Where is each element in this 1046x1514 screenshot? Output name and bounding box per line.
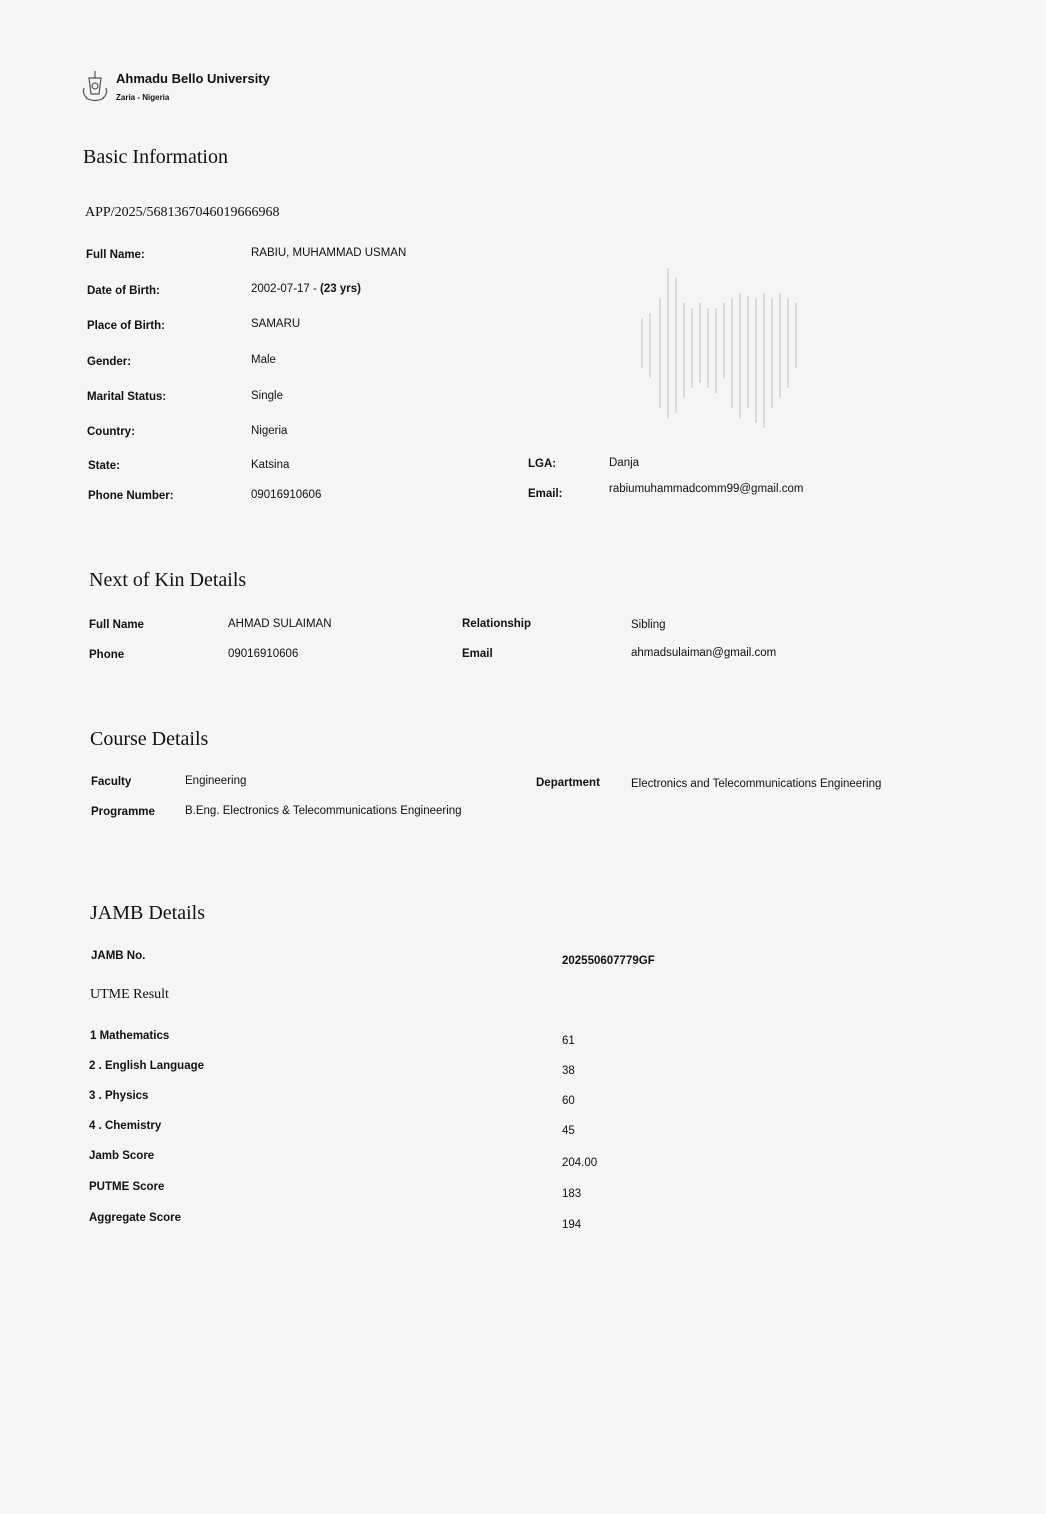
university-crest-icon: [80, 68, 110, 104]
jamb-number-label: JAMB No.: [91, 950, 146, 962]
jamb-score-value: 204.00: [562, 1157, 598, 1169]
lga-value: Danja: [609, 457, 640, 469]
marital-status-label: Marital Status:: [87, 391, 167, 403]
dob-row: [251, 283, 361, 295]
utme-result-heading: UTME Result: [90, 987, 169, 1002]
gender-label: Gender:: [87, 356, 132, 368]
state-label: State:: [88, 460, 120, 472]
aggregate-score-label: Aggregate Score: [89, 1212, 182, 1224]
kin-phone-label: Phone: [89, 649, 125, 661]
subject-label: 3 . Physics: [89, 1090, 149, 1102]
department-label: Department: [536, 777, 600, 789]
faculty-label: Faculty: [91, 776, 132, 788]
phone-label: Phone Number:: [88, 490, 174, 502]
kin-relationship-value: Sibling: [631, 619, 666, 631]
jamb-details-heading: JAMB Details: [90, 902, 205, 924]
basic-information-heading: Basic Information: [83, 146, 228, 168]
subject-label: 4 . Chemistry: [89, 1120, 162, 1132]
kin-email-value: ahmadsulaiman@gmail.com: [631, 647, 777, 659]
country-label: Country:: [87, 426, 135, 438]
subject-score: 38: [562, 1065, 575, 1077]
kin-email-label: Email: [462, 648, 493, 660]
jamb-number-value: 202550607779GF: [562, 955, 655, 967]
dob-value: 2002-07-17 -: [251, 283, 321, 295]
subject-label: 2 . English Language: [89, 1060, 205, 1072]
programme-label: Programme: [91, 806, 155, 818]
kin-relationship-label: Relationship: [462, 618, 532, 630]
jamb-score-label: Jamb Score: [89, 1150, 155, 1162]
university-name: Ahmadu Bello University: [116, 71, 270, 86]
pob-label: Place of Birth:: [87, 320, 165, 332]
subject-score: 45: [562, 1125, 575, 1137]
email-label: Email:: [528, 488, 563, 500]
full-name-label: Full Name:: [86, 249, 145, 261]
programme-value: B.Eng. Electronics & Telecommunications Engineering: [185, 805, 462, 817]
next-of-kin-heading: Next of Kin Details: [89, 569, 247, 591]
phone-value: 09016910606: [251, 489, 322, 501]
faculty-value: Engineering: [185, 775, 247, 787]
putme-score-label: PUTME Score: [89, 1181, 165, 1193]
university-location: Zaria - Nigeria: [116, 93, 170, 102]
subject-score: 61: [562, 1035, 575, 1047]
age-value: (23 yrs): [320, 283, 361, 295]
gender-value: Male: [251, 354, 276, 366]
pob-value: SAMARU: [251, 318, 301, 330]
marital-status-value: Single: [251, 390, 283, 402]
kin-name-value: AHMAD SULAIMAN: [228, 618, 332, 630]
state-value: Katsina: [251, 459, 290, 471]
subject-score: 60: [562, 1095, 575, 1107]
subject-label: 1 Mathematics: [90, 1030, 170, 1042]
country-value: Nigeria: [251, 425, 288, 437]
kin-phone-value: 09016910606: [228, 648, 299, 660]
full-name-value: RABIU, MUHAMMAD USMAN: [251, 247, 407, 259]
kin-name-label: Full Name: [89, 619, 144, 631]
dob-label: Date of Birth:: [87, 285, 160, 297]
passport-photo: [636, 258, 808, 434]
putme-score-value: 183: [562, 1188, 582, 1200]
email-value: rabiumuhammadcomm99@gmail.com: [609, 483, 804, 495]
lga-label: LGA:: [528, 458, 557, 470]
course-details-heading: Course Details: [90, 728, 209, 750]
aggregate-score-value: 194: [562, 1219, 582, 1231]
department-value: Electronics and Telecommunications Engineering: [631, 778, 882, 790]
application-number: APP/2025/568136704601966696​8: [85, 205, 280, 220]
